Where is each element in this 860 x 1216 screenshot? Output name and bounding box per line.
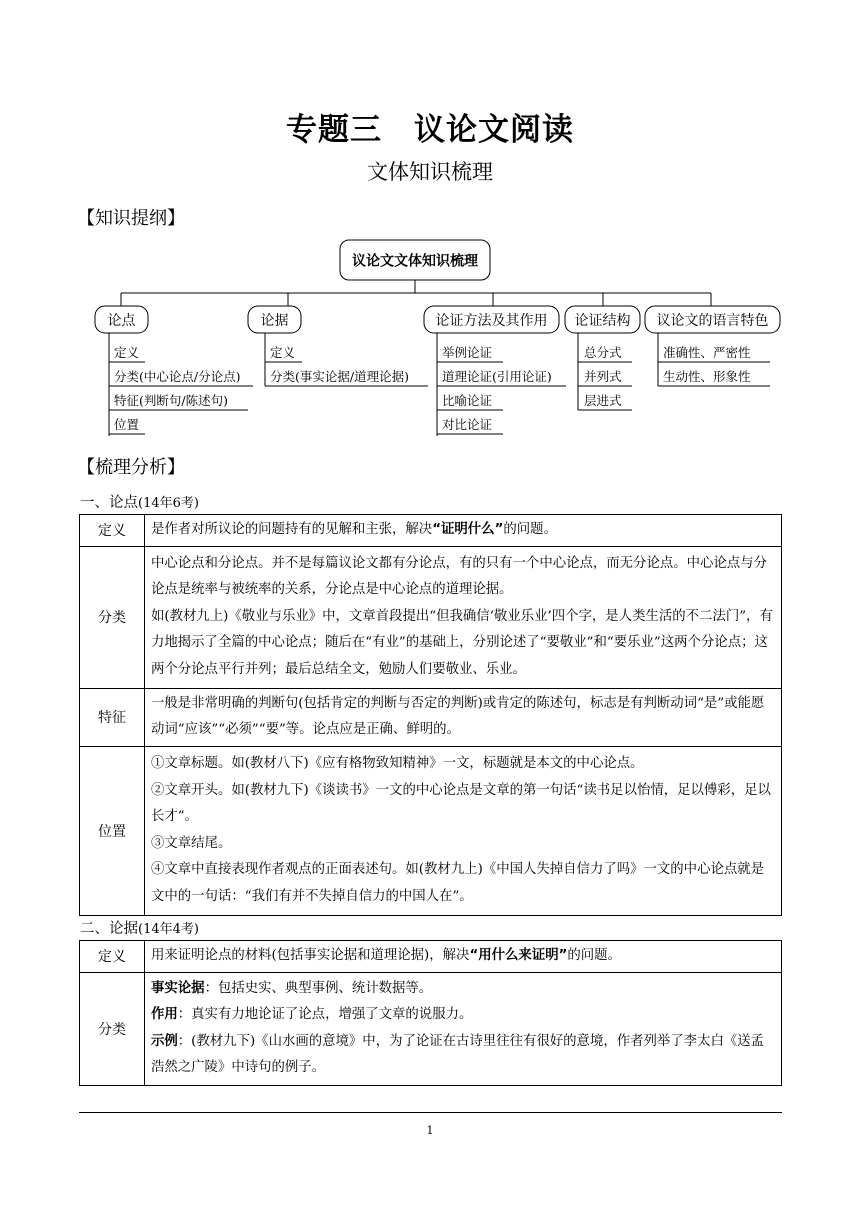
part2-heading [80,917,199,938]
table-row [80,972,782,1085]
text: ：(教材九下)《山水画的意境》中，为了论证在古诗里往往有很好的意境，作者列举了李太白《送孟浩然之广陵》中诗句的例子。 [151,1033,765,1075]
diagram-item: 层进式 [584,393,622,408]
row-label: 定义 [80,515,145,547]
row-label: 定义 [80,941,145,973]
diagram-item: 对比论证 [442,417,493,432]
diagram-item: 举例论证 [442,345,493,360]
row-content: 一般是非常明确的判断句(包括肯定的判断与否定的判断)或肯定的陈述句，标志是有判断动词“是”或能愿动词“应该”“必须”“要”等。论点应是正确、鲜明的。 [145,688,782,746]
row-content [145,941,782,973]
page-number: 1 [426,1124,434,1137]
row-label: 分类 [80,546,145,688]
paragraph: ③文章结尾。 [151,835,232,851]
keyword: 作用 [151,1007,178,1022]
row-label: 特征 [80,688,145,746]
paragraph [151,1029,775,1082]
branch-label-methods: 论证方法及其作用 [435,313,548,329]
diagram-item: 特征(判断句/陈述句) [114,393,228,408]
page-subtitle: 文体知识梳理 [367,160,493,184]
row-content [145,972,782,1085]
outline-heading: 【知识提纲】 [77,208,185,229]
row-label: 位置 [80,746,145,915]
def-text-end: 的问题。 [503,522,557,537]
def-keyword: “证明什么” [432,522,504,537]
page-title: 专题三 议论文阅读 [286,112,574,148]
text: ：真实有力地论证了论点，增强了文章的说服力。 [177,1007,473,1022]
table-row [80,746,782,915]
diagram-item: 定义 [114,345,140,360]
row-content [145,515,782,547]
branch-label-lundian: 论点 [107,313,136,329]
table-row [80,546,782,688]
keyword: 示例 [151,1033,178,1049]
part1-heading [80,491,199,512]
paragraph: ④文章中直接表现作者观点的正面表述句。如(教材九上)《中国人失掉自信力了吗》一文的中心论点就是文中的一句话：“我们有并不失掉自信力的中国人在”。 [151,862,765,904]
lundian-table [79,514,782,916]
knowledge-diagram [0,0,860,450]
table-row [80,941,782,973]
paragraph: ②文章开头。如(教材九下)《谈读书》一文的中心论点是文章的第一句话“读书足以怡情，足以傅彩，足以长才”。 [151,782,771,824]
row-label: 分类 [80,972,145,1085]
paragraph [151,1002,775,1029]
part1-note: (14年6考) [138,496,199,511]
text: ：包括史实、典型事例、统计数据等。 [204,980,433,996]
diagram-item: 比喻论证 [442,393,493,408]
part2-heading-text: 二、论据 [80,921,138,937]
branch-label-language: 议论文的语言特色 [656,313,769,329]
branch-label-structure: 论证结构 [574,313,631,329]
diagram-item: 定义 [270,345,296,360]
diagram-item: 道理论证(引用论证) [442,369,552,384]
row-content [145,746,782,915]
diagram-item: 准确性、严密性 [663,345,751,360]
lunju-table [79,940,782,1086]
paragraph: 如(教材九上)《敬业与乐业》中，文章首段提出“但我确信‘敬业乐业’四个字，是人类生活的不二法门”，有力地揭示了全篇的中心论点；随后在“有业”的基础上，分别论述了“要敬业”和“要乐业”这两个分论点；这两个分论点平行并列；最后总结全文，勉励人们要敬业、乐业。 [151,608,773,677]
branch-label-lunju: 论据 [260,313,289,329]
def-keyword: “用什么来证明” [469,948,568,963]
analysis-heading: 【梳理分析】 [77,457,185,478]
footer-divider [79,1112,782,1113]
def-text-end: 的问题。 [567,948,621,963]
def-text: 是作者对所议论的问题持有的见解和主张，解决 [151,522,433,537]
diagram-item: 分类(中心论点/分论点) [114,369,241,384]
part2-note: (14年4考) [138,922,199,937]
row-content [145,546,782,688]
paragraph [151,976,775,1003]
table-row [80,515,782,547]
paragraph: ①文章标题。如(教材八下)《应有格物致知精神》一文，标题就是本文的中心论点。 [151,756,644,771]
part1-heading-text: 一、论点 [80,495,138,511]
def-text: 用来证明论点的材料(包括事实论据和道理论据)，解决 [151,948,470,963]
diagram-item: 总分式 [584,345,622,360]
diagram-item: 并列式 [584,369,622,384]
table-row [80,688,782,746]
paragraph: 中心论点和分论点。并不是每篇议论文都有分论点，有的只有一个中心论点，而无分论点。中心论点与分论点是统率与被统率的关系，分论点是中心论点的道理论据。 [151,555,767,598]
keyword: 事实论据 [151,980,205,996]
diagram-root-label: 议论文文体知识梳理 [352,253,478,270]
diagram-item: 生动性、形象性 [663,369,751,384]
diagram-item: 分类(事实论据/道理论据) [270,369,409,384]
diagram-item: 位置 [114,417,140,432]
